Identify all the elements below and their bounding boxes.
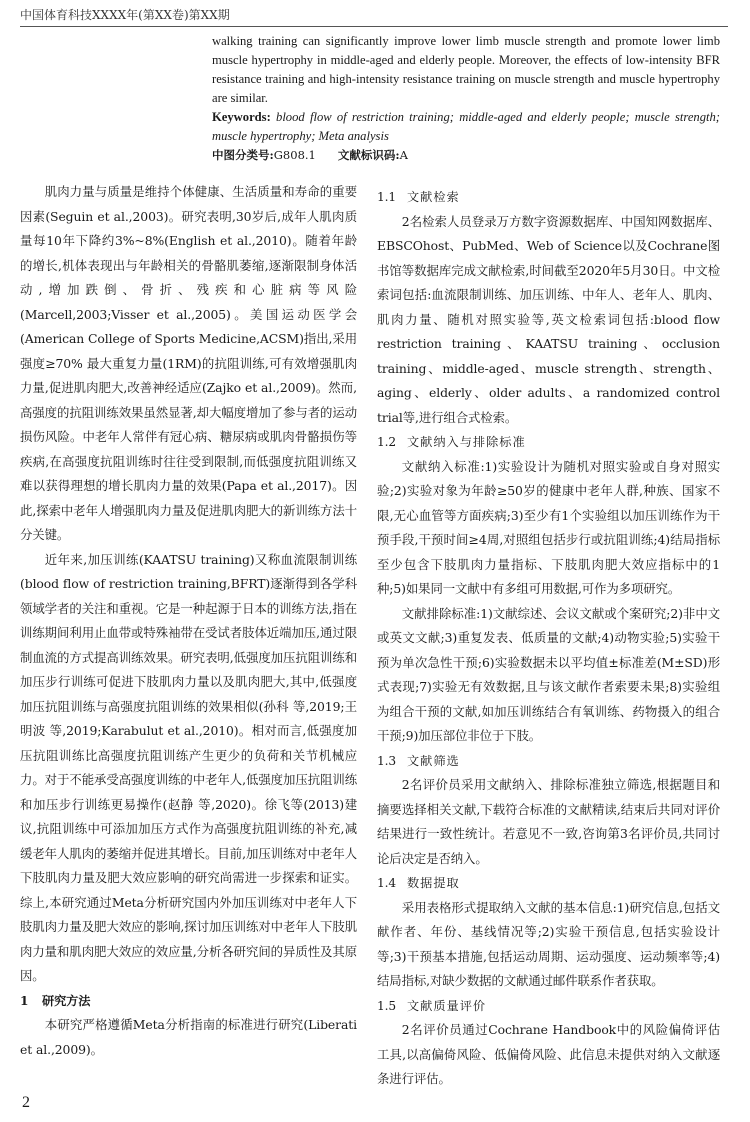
- keywords-label: Keywords:: [212, 110, 271, 124]
- section-1-1-heading: [377, 185, 720, 210]
- section-1-4-heading: [377, 871, 720, 896]
- doc-code-label: 文献标识码:: [337, 148, 400, 162]
- doc-code-value: A: [399, 148, 408, 162]
- section-1-1-title: 文献检索: [407, 190, 460, 204]
- section-1-3-number: 1.3: [377, 753, 397, 768]
- section-1-3-title: 文献筛选: [407, 753, 460, 768]
- section-1-2-heading: [377, 430, 720, 455]
- keywords-line: [212, 108, 720, 146]
- exclusion-criteria-paragraph: 文献排除标准:1)文献综述、会议文献或个案研究;2)非中文或英文文献;3)重复发表、低质量的文献;4)动物实验;5)实验干预为单次急性干预;6)实验数据未以平均值±标准差(M±SD)形式表现;7)实验无有效数据,且与该文献作者索要未果;8)实验组为组合干预的文献,如加压训练结合有氧训练、药物摄入的组合干预;9)加压部位非位于下肢。: [377, 605, 720, 743]
- keywords-text: blood flow of restriction training; middle-aged and elderly people; muscle strength; muscle hypertrophy; Meta analysis: [212, 110, 720, 143]
- section-1-paragraph: 本研究严格遵循Meta分析指南的标准进行研究(Liberati et al.,2009)。: [20, 1017, 357, 1057]
- left-column: [20, 180, 357, 1062]
- section-1-2-number: 1.2: [377, 435, 397, 449]
- english-abstract: [212, 32, 720, 165]
- section-1-1-paragraph: 2名检索人员登录万方数字资源数据库、中国知网数据库、EBSCOhost、PubMed、Web of Science以及Cochrane图书馆等数据库完成文献检索,时间截至2020年5月30日。中文检索词包括:血流限制训练、加压训练、中年人、老年人、肌肉、肌肉力量、随机对照实验等,英文检索词包括:blood flow restriction training、KAATSU training、occlusion training、middle-aged、muscle strength、strength、aging、elderly、older adults、a randomized control trial等,进行组合式检索。: [377, 213, 720, 425]
- intro-paragraph-1: 肌肉力量与质量是维持个体健康、生活质量和寿命的重要因素(Seguin et al.,2003)。研究表明,30岁后,成年人肌肉质量每10年下降约3%~8%(English et al.,2010)。随着年龄的增长,机体表现出与年龄相关的骨骼肌萎缩,逐渐限制身体活动,增加跌倒、骨折、残疾和心脏病等风险(Marcell,2003;Visser et al.,2005)。美国运动医学会(American College of Sports Medicine,ACSM)指出,采用强度≥70% 最大重复力量(1RM)的抗阻训练,可有效增强肌肉力量,促进肌肉肥大,改善神经适应(Zajko et al.,2009)。然而,高强度的抗阻训练效果虽然显著,却大幅度增加了参与者的运动损伤风险。中老年人常伴有冠心病、糖尿病或肌肉骨骼损伤等疾病,在高强度抗阻训练时往往受到限制,而低强度抗阻训练又难以获得理想的增长肌肉力量的效果(Papa et al.,2017)。因此,探索中老年人增强肌肉力量及促进肌肉肥大的新训练方法十分关键。: [20, 184, 357, 542]
- clc-label: 中图分类号:: [212, 148, 274, 162]
- inclusion-criteria-paragraph: 文献纳入标准:1)实验设计为随机对照实验或自身对照实验;2)实验对象为年龄≥50岁的健康中老年人群,种族、国家不限,无心血管等方面疾病;3)至少有1个实验组以加压训练作为干预手段,干预时间≥4周,对照组包括步行或抗阻训练;4)结局指标至少包含下肢肌肉力量指标、下肢肌肉肥大效应指标中的1种;5)如果同一文献中有多组可用数据,可作为多项研究。: [377, 458, 720, 596]
- clc-value: G808.1: [273, 148, 316, 162]
- section-1-title: 研究方法: [42, 993, 91, 1008]
- section-1-5-heading: [377, 994, 720, 1019]
- page-number: 2: [22, 1094, 30, 1111]
- section-1-number: 1: [20, 993, 29, 1008]
- section-1-4-title: 数据提取: [407, 876, 460, 890]
- abstract-text: walking training can significantly improve lower limb muscle strength and promote lower limb muscle hypertrophy in middle-aged and elderly people. Moreover, the effects of low-intensity BFR resistance training and high-intensity resistance training on muscle strength and muscle hypertrophy are similar.: [212, 34, 720, 105]
- section-1-heading: [20, 989, 357, 1014]
- section-1-5-title: 文献质量评价: [407, 998, 487, 1013]
- running-head: 中国体育科技XXXX年(第XX卷)第XX期: [20, 8, 230, 22]
- section-1-3-heading: [377, 749, 720, 774]
- section-1-5-number: 1.5: [377, 998, 397, 1013]
- right-column: [377, 185, 720, 1092]
- section-1-2-title: 文献纳入与排除标准: [407, 435, 526, 449]
- classification-line: [212, 146, 720, 165]
- section-1-4-number: 1.4: [377, 876, 397, 890]
- section-1-4-paragraph: 采用表格形式提取纳入文献的基本信息:1)研究信息,包括文献作者、年份、基线情况等;2)实验干预信息,包括实验设计等;3)干预基本措施,包括运动周期、运动强度、运动频率等;4)结局指标,对缺少数据的文献通过邮件联系作者获取。: [377, 899, 720, 988]
- section-1-5-paragraph: 2名评价员通过Cochrane Handbook中的风险偏倚评估工具,以高偏倚风险、低偏倚风险、此信息未提供对纳入文献逐条进行评估。: [377, 1022, 720, 1086]
- section-1-1-number: 1.1: [377, 190, 397, 204]
- section-1-3-paragraph: 2名评价员采用文献纳入、排除标准独立筛选,根据题目和摘要选择相关文献,下载符合标准的文献精读,结束后共同对评价结果进行一致性统计。若意见不一致,咨询第3名评价员,共同讨论后决定是否纳入。: [377, 777, 720, 866]
- header-rule: [20, 26, 728, 27]
- intro-paragraph-2: 近年来,加压训练(KAATSU training)又称血流限制训练(blood flow of restriction training,BFRT)逐渐得到各学科领域学者的关注和重视。它是一种起源于日本的训练方法,指在训练期间利用止血带或特殊袖带在受试者肢体近端加压,通过限制血流的方式提高训练效果。研究表明,低强度加压抗阻训练和加压步行训练可促进下肢肌肉力量以及肌肉肥大,其中,低强度加压抗阻训练与高强度抗阻训练的效果相似(孙科 等,2019;王明波 等,2019;Karabulut et al.,2010)。相对而言,低强度加压抗阻训练比高强度抗阻训练产生更少的负荷和关节机械应力。对于不能承受高强度训练的中老年人,低强度加压抗阻训练和加压步行训练更易操作(赵静 等,2020)。徐飞等(2013)建议,抗阻训练中可添加加压方式作为高强度抗阻训练的补充,减缓老年人肌肉的萎缩并促进其增长。目前,加压训练对中老年人下肢肌肉力量及肥大效应影响的研究尚需进一步探索和证实。综上,本研究通过Meta分析研究国内外加压训练对中老年人下肢肌肉力量及肥大效应的影响,探讨加压训练对中老年人下肢肌肉力量和肌肉肥大效应的效应量,分析各研究间的异质性及其原因。: [20, 551, 357, 983]
